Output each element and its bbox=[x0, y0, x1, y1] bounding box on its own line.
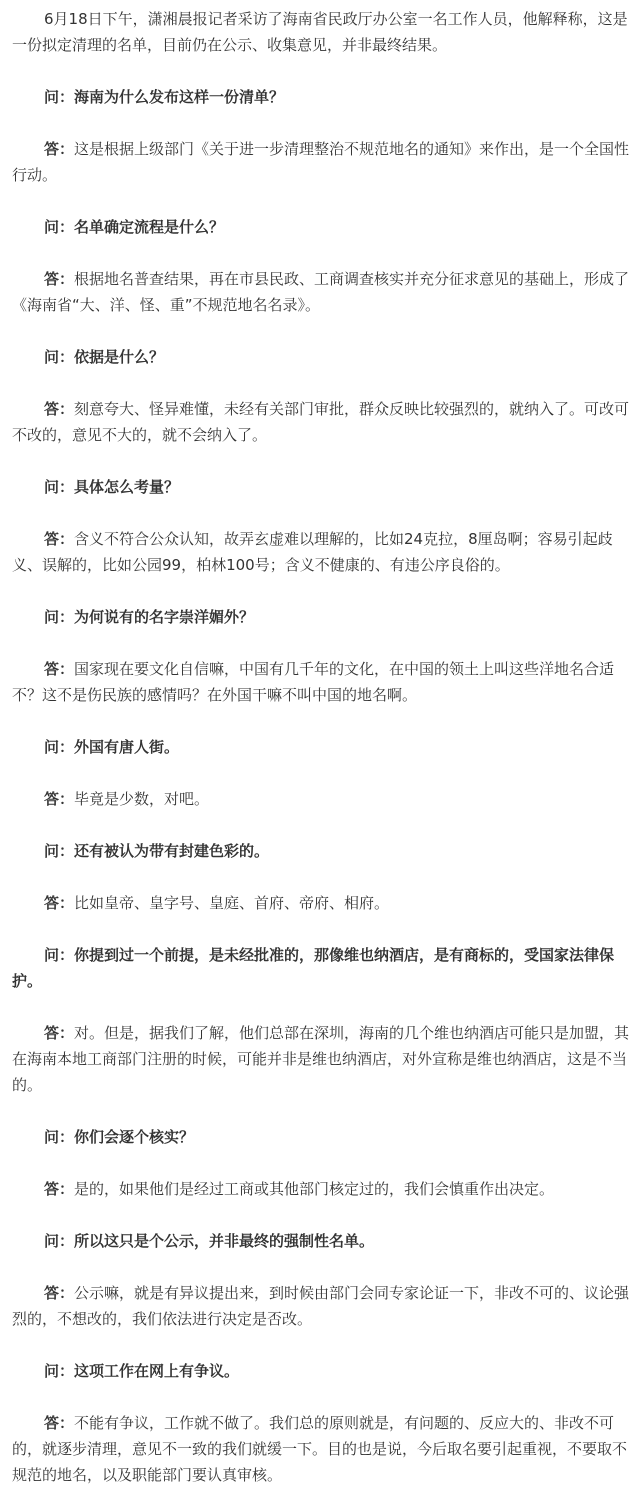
answer-10 bbox=[12, 1280, 632, 1332]
question-text: 你们会逐个核实？ bbox=[74, 1128, 195, 1146]
question-11 bbox=[12, 1358, 632, 1384]
question-text: 还有被认为带有封建色彩的。 bbox=[74, 842, 270, 860]
question-text: 海南为什么发布这样一份清单？ bbox=[74, 88, 285, 106]
answer-label: 答： bbox=[44, 1180, 75, 1198]
answer-text: 比如皇帝、皇字号、皇庭、首府、帝府、相府。 bbox=[74, 894, 390, 912]
answer-text: 公示嘛，就是有异议提出来，到时候由部门会同专家论证一下，非改不可的、议论强烈的，不想改的，我们依法进行决定是否改。 bbox=[12, 1284, 630, 1328]
answer-text: 对。但是，据我们了解，他们总部在深圳，海南的几个维也纳酒店可能只是加盟，其在海南本地工商部门注册的时候，可能并非是维也纳酒店，对外宣称是维也纳酒店，这是不当的。 bbox=[12, 1024, 630, 1094]
answer-text: 根据地名普查结果，再在市县民政、工商调查核实并充分征求意见的基础上，形成了《海南省“大、洋、怪、重”不规范地名名录》。 bbox=[12, 270, 630, 314]
answer-label: 答： bbox=[44, 140, 75, 158]
question-2 bbox=[12, 214, 632, 240]
answer-4 bbox=[12, 526, 632, 578]
question-label: 问： bbox=[44, 1362, 75, 1380]
question-10 bbox=[12, 1228, 632, 1254]
answer-11 bbox=[12, 1410, 632, 1488]
question-label: 问： bbox=[44, 1128, 75, 1146]
answer-label: 答： bbox=[44, 1024, 75, 1042]
question-8 bbox=[12, 942, 632, 994]
answer-text: 不能有争议，工作就不做了。我们总的原则就是，有问题的、反应大的、非改不可的，就逐步清理，意见不一致的我们就缓一下。目的也是说，今后取名要引起重视，不要取不规范的地名，以及职能部门要认真审核。 bbox=[12, 1414, 628, 1484]
question-text: 你提到过一个前提，是未经批准的，那像维也纳酒店，是有商标的，受国家法律保护。 bbox=[12, 946, 615, 990]
answer-label: 答： bbox=[44, 1284, 75, 1302]
question-6 bbox=[12, 734, 632, 760]
question-9 bbox=[12, 1124, 632, 1150]
answer-text: 国家现在要文化自信嘛，中国有几千年的文化，在中国的领土上叫这些洋地名合适不？这不是伤民族的感情吗？在外国干嘛不叫中国的地名啊。 bbox=[12, 660, 615, 704]
question-label: 问： bbox=[44, 218, 75, 236]
answer-text: 毕竟是少数，对吧。 bbox=[74, 790, 210, 808]
answer-2 bbox=[12, 266, 632, 318]
question-label: 问： bbox=[44, 478, 75, 496]
question-label: 问： bbox=[44, 842, 75, 860]
question-label: 问： bbox=[44, 88, 75, 106]
answer-7 bbox=[12, 890, 632, 916]
answer-label: 答： bbox=[44, 790, 75, 808]
answer-label: 答： bbox=[44, 660, 75, 678]
question-label: 问： bbox=[44, 1232, 75, 1250]
answer-1 bbox=[12, 136, 632, 188]
question-text: 外国有唐人街。 bbox=[74, 738, 180, 756]
question-text: 依据是什么？ bbox=[74, 348, 165, 366]
answer-label: 答： bbox=[44, 530, 75, 548]
answer-label: 答： bbox=[44, 894, 75, 912]
question-7 bbox=[12, 838, 632, 864]
answer-label: 答： bbox=[44, 1414, 75, 1432]
answer-text: 刻意夸大、怪异难懂，未经有关部门审批，群众反映比较强烈的，就纳入了。可改可不改的，意见不大的，就不会纳入了。 bbox=[12, 400, 630, 444]
answer-text: 这是根据上级部门《关于进一步清理整治不规范地名的通知》来作出，是一个全国性行动。 bbox=[12, 140, 630, 184]
question-3 bbox=[12, 344, 632, 370]
question-1 bbox=[12, 84, 632, 110]
answer-3 bbox=[12, 396, 632, 448]
question-label: 问： bbox=[44, 608, 75, 626]
question-label: 问： bbox=[44, 946, 75, 964]
question-text: 这项工作在网上有争议。 bbox=[74, 1362, 240, 1380]
answer-text: 是的，如果他们是经过工商或其他部门核定过的，我们会慎重作出决定。 bbox=[74, 1180, 555, 1198]
question-text: 具体怎么考量？ bbox=[74, 478, 180, 496]
answer-label: 答： bbox=[44, 400, 75, 418]
answer-text: 含义不符合公众认知，故弄玄虚难以理解的，比如24克拉，8厘岛啊；容易引起歧义、误解的，比如公园99，柏林100号；含义不健康的、有违公序良俗的。 bbox=[12, 530, 613, 574]
question-text: 所以这只是个公示，并非最终的强制性名单。 bbox=[74, 1232, 375, 1250]
question-label: 问： bbox=[44, 348, 75, 366]
answer-9 bbox=[12, 1176, 632, 1202]
intro-paragraph: 6月18日下午，潇湘晨报记者采访了海南省民政厅办公室一名工作人员，他解释称，这是一份拟定清理的名单，目前仍在公示、收集意见，并非最终结果。 bbox=[12, 10, 628, 54]
question-text: 名单确定流程是什么？ bbox=[74, 218, 225, 236]
question-4 bbox=[12, 474, 632, 500]
answer-5 bbox=[12, 656, 632, 708]
question-5 bbox=[12, 604, 632, 630]
answer-8 bbox=[12, 1020, 632, 1098]
question-label: 问： bbox=[44, 738, 75, 756]
answer-6 bbox=[12, 786, 632, 812]
answer-label: 答： bbox=[44, 270, 75, 288]
question-text: 为何说有的名字崇洋媚外？ bbox=[74, 608, 255, 626]
